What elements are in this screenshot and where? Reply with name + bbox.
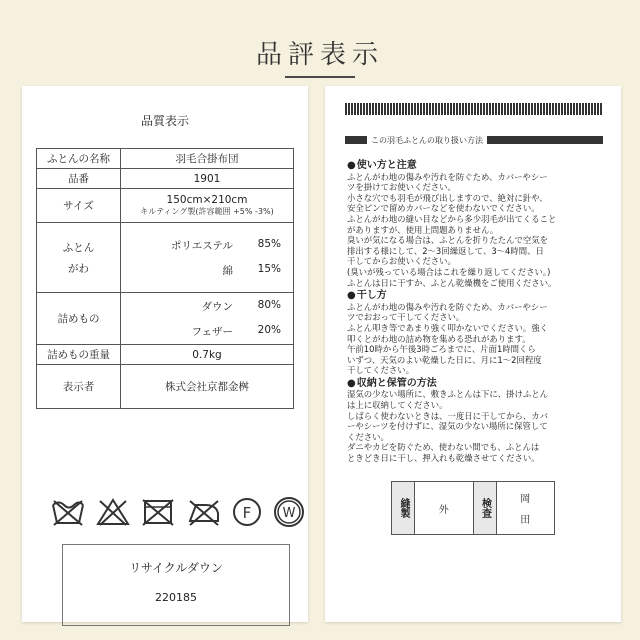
- care-header-text: この羽毛ふとんの取り扱い方法: [367, 135, 487, 146]
- instruction-line: 干してください。: [347, 365, 414, 376]
- dryclean-f-icon: [231, 496, 263, 528]
- inspect-label-text: 検査: [479, 498, 491, 518]
- no-bleach-icon: [95, 497, 131, 527]
- fiber-name: ポリエステル: [170, 239, 233, 252]
- spec-key-name: ふとんの名称: [37, 149, 121, 169]
- table-row: [37, 223, 294, 293]
- page-title: 品評表示: [255, 40, 384, 70]
- instruction-line: ふとんがわ地の傷みや汚れを防ぐため、カバーやシー: [347, 301, 548, 312]
- header-stripe: [345, 103, 603, 115]
- instruction-line: 臭いが気になる場合は、ふとんを折りたたんで空気を: [347, 235, 548, 246]
- sewing-value: 外: [415, 482, 474, 535]
- spec-val-name: 羽毛合掛布団: [121, 149, 294, 169]
- spec-val-labeler: 株式会社京都金桝: [121, 365, 294, 409]
- quality-label-heading: 品質表示: [140, 114, 189, 128]
- instruction-line: は上に収納してください。: [347, 400, 448, 411]
- inspect-value: [496, 482, 555, 535]
- instruction-line: (臭いが残っている場合はこれを繰り返してください。): [347, 266, 551, 277]
- size-tolerance-note: キルティング製(許容範囲 +5% -3%): [140, 207, 274, 216]
- fiber-name: 綿: [222, 264, 233, 277]
- sewing-label-text: 縫製: [398, 498, 409, 518]
- table-row: [37, 169, 294, 189]
- care-instructions-card: [325, 86, 621, 622]
- table-row: [392, 482, 555, 535]
- spec-key-filling: 詰めもの: [37, 293, 121, 345]
- recycle-label: リサイクルダウン: [129, 561, 223, 575]
- quality-label-card: [22, 86, 308, 622]
- spec-val-size: [121, 189, 294, 223]
- table-row: [37, 345, 294, 365]
- section-title: ● 干し方: [347, 291, 605, 302]
- spec-key-fabric: [37, 223, 121, 293]
- fiber-pct: 85%: [257, 237, 281, 250]
- section-title: ● 使い方と注意: [347, 161, 605, 172]
- inspect-label: [473, 482, 496, 535]
- header-bar: [487, 136, 603, 144]
- instruction-line: ツでおおって干してください。: [347, 312, 465, 323]
- instruction-line: ツを掛けてお使いください。: [347, 182, 456, 193]
- filling-name: ダウン: [201, 300, 233, 313]
- instruction-line: ーやシーツを付けずに、湿気の少ない場所に保管して: [347, 421, 548, 432]
- table-row: [37, 293, 294, 345]
- inspection-stamp-table: [391, 481, 555, 535]
- instruction-line: 叩くとがわ地の詰め物を集める恐れがあります。: [347, 333, 531, 344]
- table-row: [37, 365, 294, 409]
- spec-key-labeler: 表示者: [37, 365, 121, 409]
- spec-key-weight: 詰めもの重量: [37, 345, 121, 365]
- instruction-line: ふとんがわ地の縫い目などから多少羽毛が出てくること: [347, 213, 557, 224]
- instruction-line: 排出する様にして、2～3回繰返して、3～4時間、日: [347, 245, 544, 256]
- recycle-down-box: [62, 544, 290, 626]
- wet-clean-w-letter: W: [282, 506, 296, 521]
- recycle-code: 220185: [155, 591, 197, 604]
- instruction-line: 小さな穴でも羽毛が飛び出しますので、絶対に針や、: [347, 192, 548, 203]
- section-title: ● 収納と保管の方法: [347, 379, 605, 390]
- fabric-key-line-2: がわ: [68, 262, 89, 275]
- size-value: 150cm×210cm: [166, 194, 248, 206]
- instruction-line: ダニやカビを防ぐため、使わない間でも、ふとんは: [347, 442, 540, 453]
- filling-pct: 20%: [257, 323, 281, 336]
- no-iron-icon: [186, 497, 222, 527]
- instruction-line: 安全ピンで留めカバーなどを使わないでください。: [347, 203, 540, 214]
- fiber-pct: 15%: [257, 262, 281, 275]
- spec-val-filling: [121, 293, 294, 345]
- instruction-line: ふとん叩き等であまり強く叩かないでください。強く: [347, 322, 548, 333]
- dryclean-f-letter: F: [242, 504, 252, 522]
- spec-key-number: 品番: [37, 169, 121, 189]
- filling-pct: 80%: [257, 298, 281, 311]
- inspector-name-1: 岡: [520, 494, 531, 505]
- instruction-line: いずつ、天気のよい乾燥した日に、月に1～2回程度: [347, 354, 542, 365]
- table-row: [37, 189, 294, 223]
- quality-spec-table: [36, 148, 294, 409]
- instruction-line: ください。: [347, 431, 389, 442]
- filling-name: フェザー: [191, 325, 233, 338]
- no-tumble-dry-icon: [140, 497, 176, 527]
- instruction-line: ふとんがわ地の傷みや汚れを防ぐため、カバーやシー: [347, 171, 548, 182]
- care-header-row: [345, 134, 603, 146]
- care-symbols: [50, 492, 306, 532]
- instruction-line: 湿気の少ない場所に、敷きふとんは下に、掛けふとん: [347, 389, 548, 400]
- inspector-name-2: 田: [520, 515, 531, 526]
- instruction-line: ときどき日に干し、押入れも乾燥させてください。: [347, 453, 540, 464]
- fabric-key-line-1: ふとん: [62, 241, 95, 254]
- instruction-line: しばらく使わないときは、一度日に干してから、カバ: [347, 410, 548, 421]
- spec-key-size: サイズ: [37, 189, 121, 223]
- title-underline: [285, 76, 355, 78]
- care-instructions-body: [347, 158, 605, 464]
- instruction-line: ふとんは日に干すか、ふとん乾燥機をご使用ください。: [347, 277, 557, 288]
- instruction-line: 午前10時から午後3時ごろまでに、片面1時間くら: [347, 344, 536, 355]
- table-row: [37, 149, 294, 169]
- spec-val-weight: 0.7kg: [121, 345, 294, 365]
- instruction-line: がありますが、使用上問題ありません。: [347, 224, 499, 235]
- wet-clean-w-icon: [272, 495, 306, 529]
- sewing-label: [392, 482, 415, 535]
- spec-val-number: 1901: [121, 169, 294, 189]
- header-bar: [345, 136, 367, 144]
- no-wash-icon: [50, 497, 86, 527]
- instruction-line: 干してからお使いください。: [347, 256, 456, 267]
- spec-val-fabric: [121, 223, 294, 293]
